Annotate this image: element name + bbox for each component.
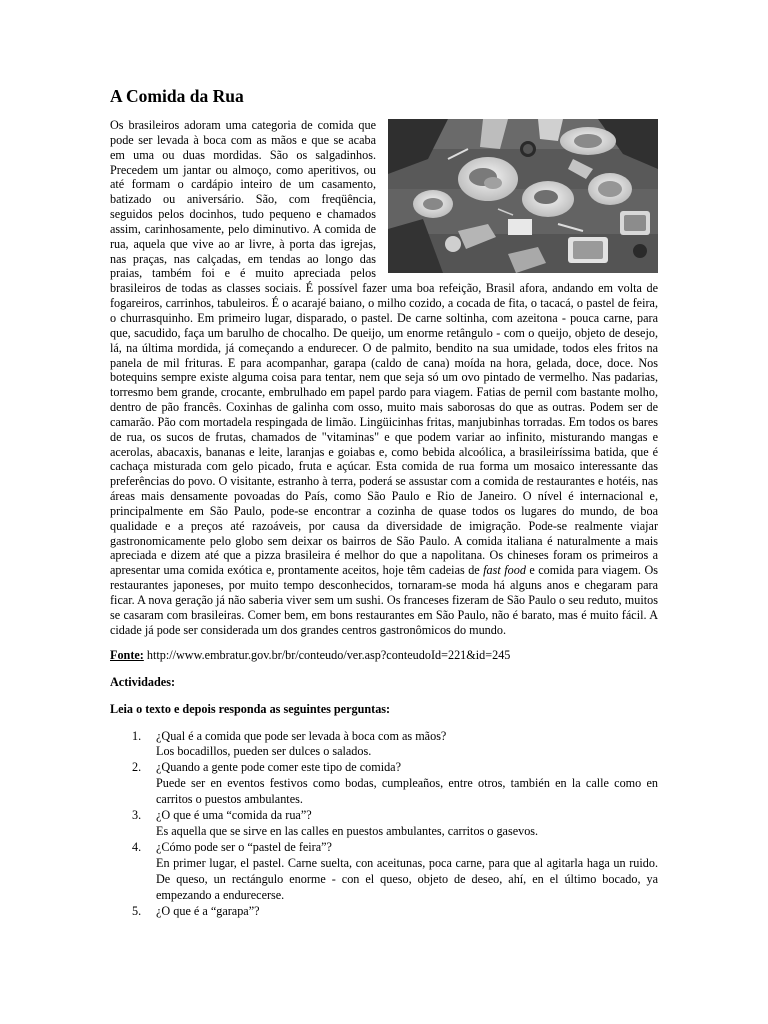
article-text-italic: fast food <box>483 563 526 578</box>
question-item <box>110 729 658 761</box>
source-url[interactable]: http://www.embratur.gov.br/br/conteudo/ver.asp?conteudoId=221&id=245 <box>143 647 511 662</box>
question-text: ¿Quando a gente pode comer este tipo de comida? <box>156 760 402 775</box>
answer-text: Es aquella que se sirve en las calles en puestos ambulantes, carritos o gasevos. <box>156 823 539 838</box>
question-number: 5. <box>132 903 142 918</box>
source-line <box>110 648 658 663</box>
question-number: 1. <box>132 728 142 743</box>
activities-heading: Actividades: <box>110 674 175 689</box>
answer-text: Puede ser en eventos festivos como bodas, cumpleaños, entre otros, también en la calle como en carritos o puestos ambulantes. <box>156 776 658 807</box>
question-text: ¿Qual é a comida que pode ser levada à boca com as mãos? <box>156 728 447 743</box>
answer-text: Los bocadillos, pueden ser dulces o salados. <box>156 744 372 759</box>
food-photo <box>388 119 658 273</box>
question-item <box>110 904 658 920</box>
question-text: ¿O que é uma “comida da rua”? <box>156 808 312 823</box>
question-text: ¿Cómo pode ser o “pastel de feira”? <box>156 839 332 854</box>
article-body <box>110 118 658 638</box>
source-label: Fonte: <box>110 647 144 662</box>
questions-list <box>110 729 658 920</box>
question-number: 3. <box>132 808 142 823</box>
instruction-text: Leia o texto e depois responda as seguintes perguntas: <box>110 701 391 716</box>
question-item <box>110 840 658 904</box>
question-text: ¿O que é a “garapa”? <box>156 903 260 918</box>
question-number: 4. <box>132 839 142 854</box>
answer-text: En primer lugar, el pastel. Carne suelta, con aceitunas, poca carne, para que al agitarla haga un ruido. De queso, un rectángulo enorme - con el queso, objeto de deseo, ahí, en el último bocado, ya empezando a endurecerse. <box>156 855 658 902</box>
article-text-2: e comida para viagem. Os restaurantes japoneses, por muito tempo desconhecidos, tornaram-se moda há alguns anos e chegaram para ficar. A nova geração já não saberia viver sem um sushi. Os franceses fizeram de São Paulo o seu reduto, muitos se casaram com brasileiras. Comer bem, em bons restaurantes em São Paulo, não é barato, mas é muito fácil. A cidade já pode ser considerada um dos grandes centros gastronômicos do mundo. <box>110 563 658 637</box>
question-item <box>110 808 658 840</box>
article-title: A Comida da Rua <box>110 86 244 106</box>
question-item <box>110 760 658 808</box>
question-number: 2. <box>132 760 142 775</box>
article-text-1: Os brasileiros adoram uma categoria de comida que pode ser levada à boca com as mãos e que se acaba em uma ou duas mordidas. São os salgadinhos. Precedem um jantar ou almoço, como aperitivos, ou até formam o cardápio inteiro de um casamento, batizado ou aniversário. São, com freqüência, seguidos pelos docinhos, tudo pequeno e chamados assim, carinhosamente, pelo diminutivo. A comida de rua, aquela que vive ao ar livre, à porta das igrejas, nas praças, nas calçadas, em tendas ao longo das praias, também foi e é muito apreciada pelos brasileiros de todas as classes sociais. É possível fazer uma boa refeição, Brasil afora, andando em volta de fogareiros, carrinhos, tabuleiros. É o acarajé baiano, o milho cozido, a cocada de fita, o tacacá, o pastel de feira, o churrasquinho. Em primeiro lugar, disparado, o pastel. De carne soltinha, com azeitona - pouca carne, para que, sacudido, faça um barulho de chocalho. De queijo, um enorme retângulo - com o queijo, objeto de desejo, lá, na última mordida, já começando a endurecer. O de palmito, bendito na sua umidade, todos eles fritos na panela de mil frituras. E para acompanhar, garapa (caldo de cana) moída na hora, gelada, doce, doce. Nos botequins sempre existe alguma coisa para tentar, nem que seja só um ovo pintado de vermelho. Nas padarias, torresmo bem grande, crocante, embrulhado em papel pardo para viagem. Fatias de pernil com bastante molho, dentro de pão francês. Coxinhas de galinha com osso, muito mais saborosas do que as outras. Podem ser de camarão. Pão com mortadela respingada de limão. Lingüicinhas fritas, manjubinhas torradas. Em todos os bares de rua, os sucos de frutas, chamados de "vitaminas" e que podem variar ao infinito, misturando mangas e acerolas, abacaxis, bananas e leite, laranjas e goiabas e, como bebida alcoólica, a brasileiríssima batida, que é cachaça misturada com gelo picado, fruta e açúcar. Esta comida de rua forma um mosaico interessante das preferências do povo. O visitante, estranho à terra, poderá se assustar com a comida de restaurantes e hotéis, nas áreas mais densamente povoadas do País, como São Paulo e Rio de Janeiro. O nível é internacional e, principalmente em São Paulo, pode-se encontrar a cozinha de quase todos os lugares do mundo, de boa qualidade e a preços até razoáveis, por causa da diversidade de imigração. Pode-se realmente viajar gastronomicamente pelo globo sem deixar os bairros de São Paulo. A comida italiana é naturalmente a mais apreciada e dizem até que a pizza brasileira é melhor do que a napolitana. Os chineses foram os primeiros a apresentar uma comida exótica e, prontamente aceitos, hoje têm cadeias de <box>110 118 658 578</box>
